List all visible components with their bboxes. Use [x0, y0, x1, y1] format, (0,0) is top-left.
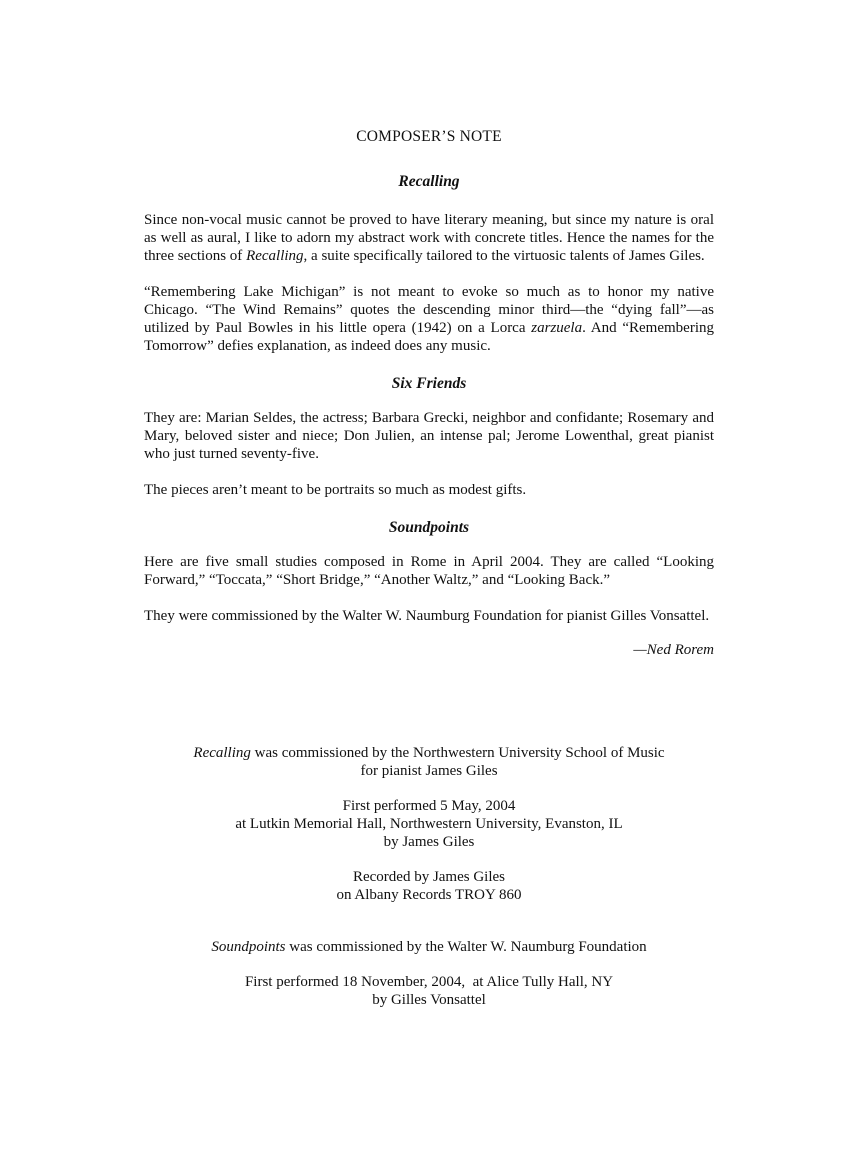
soundpoints-paragraph-2: They were commissioned by the Walter W. Naumburg Foundation for pianist Gilles Vonsattel. [144, 608, 710, 624]
six-friends-paragraph-1: They are: Marian Seldes, the actress; Barbara Grecki, neighbor and confidante; Rosemary and Mary, beloved sister and niece; Don Julien, an intense pal; Jerome Lowenthal, great pianist who just turned seventy-five. [144, 410, 714, 462]
soundpoints-commission: Soundpoints was commissioned by the Walter W. Naumburg Foundation [211, 939, 647, 955]
soundpoints-premiere: First performed 18 November, 2004, at Alice Tully Hall, NY [244, 974, 614, 990]
section-heading-recalling: Recalling [398, 173, 460, 190]
section-heading-soundpoints: Soundpoints [388, 519, 470, 536]
recalling-paragraph-1: Since non-vocal music cannot be proved to have literary meaning, but since my nature is oral as well as aural, I like to adorn my abstract work with concrete titles. Hence the names for the three sections of Recalling, a suite specifically tailored to the virtuosic talents of James Giles. [144, 212, 714, 264]
page-title: COMPOSER’S NOTE [356, 128, 502, 145]
soundpoints-paragraph-1: Here are five small studies composed in Rome in April 2004. They are called “Looking Forward,” “Toccata,” “Short Bridge,” “Another Waltz,” and “Looking Back.” [144, 554, 714, 588]
zarzuela-emphasis: zarzuela [531, 320, 583, 336]
six-friends-paragraph-2: The pieces aren’t meant to be portraits so much as modest gifts. [144, 482, 527, 498]
recalling-premiere-performer: by James Giles [383, 834, 475, 850]
recalling-paragraph-2: “Remembering Lake Michigan” is not meant to evoke so much as to honor my native Chicago. “The Wind Remains” quotes the descending minor third—the “dying fall”—as utilized by Paul Bowles in his little opera (1942) on a Lorca zarzuela. And “Remembering Tomorrow” defies explanation, as indeed does any music. [144, 284, 714, 354]
signature: —Ned Rorem [633, 642, 714, 658]
section-heading-six-friends: Six Friends [391, 375, 467, 392]
recalling-commission: Recalling was commissioned by the Northwestern University School of Music [193, 745, 665, 761]
recalling-premiere-venue: at Lutkin Memorial Hall, Northwestern University, Evanston, IL [235, 816, 623, 832]
soundpoints-premiere-performer: by Gilles Vonsattel [372, 992, 486, 1008]
recalling-title-emphasis: Recalling [246, 248, 304, 264]
recalling-credit-title: Recalling [193, 745, 251, 761]
recalling-premiere-date: First performed 5 May, 2004 [342, 798, 516, 814]
recalling-recording-label: on Albany Records TROY 860 [336, 887, 522, 903]
recalling-recording: Recorded by James Giles [352, 869, 506, 885]
soundpoints-credit-title: Soundpoints [211, 939, 286, 955]
performance-credits [144, 744, 714, 1009]
recalling-commission-line-2: for pianist James Giles [360, 763, 498, 779]
composers-note [144, 127, 714, 659]
